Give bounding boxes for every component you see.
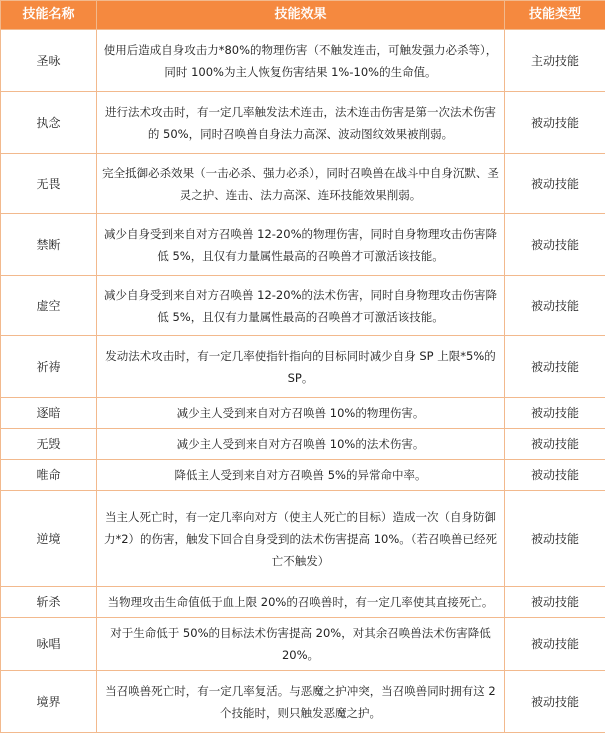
skill-type: 被动技能 xyxy=(505,429,605,460)
skill-type: 被动技能 xyxy=(505,214,605,276)
skill-type: 被动技能 xyxy=(505,491,605,587)
skill-type: 被动技能 xyxy=(505,92,605,154)
skill-name: 祈祷 xyxy=(1,336,97,398)
skill-type: 被动技能 xyxy=(505,671,605,733)
table-row xyxy=(1,618,605,671)
skill-type: 被动技能 xyxy=(505,276,605,336)
table-row xyxy=(1,214,605,276)
skill-name: 逆境 xyxy=(1,491,97,587)
skill-effect: 当主人死亡时，有一定几率向对方（使主人死亡的目标）造成一次（自身防御力*2）的伤害，触发下回合自身受到的法术伤害提高 10%。（若召唤兽已经死亡不触发） xyxy=(97,491,505,587)
skill-type: 主动技能 xyxy=(505,30,605,92)
table-row xyxy=(1,460,605,491)
table-row xyxy=(1,154,605,214)
skill-effect: 减少主人受到来自对方召唤兽 10%的物理伤害。 xyxy=(97,398,505,429)
header-skill-effect: 技能效果 xyxy=(97,1,505,30)
header-skill-type: 技能类型 xyxy=(505,1,605,30)
skill-type: 被动技能 xyxy=(505,587,605,618)
skill-effect: 对于生命低于 50%的目标法术伤害提高 20%，对其余召唤兽法术伤害降低 20%。 xyxy=(97,618,505,671)
skill-name: 逐暗 xyxy=(1,398,97,429)
skill-name: 圣咏 xyxy=(1,30,97,92)
skill-effect: 降低主人受到来自对方召唤兽 5%的异常命中率。 xyxy=(97,460,505,491)
skill-effect: 完全抵御必杀效果（一击必杀、强力必杀），同时召唤兽在战斗中自身沉默、圣灵之护、连击、法力高深、连环技能效果削弱。 xyxy=(97,154,505,214)
table-row xyxy=(1,671,605,733)
skill-type: 被动技能 xyxy=(505,460,605,491)
table-row xyxy=(1,276,605,336)
header-row xyxy=(1,1,605,30)
skill-effect: 使用后造成自身攻击力*80%的物理伤害（不触发连击，可触发强力必杀等），同时 100%为主人恢复伤害结果 1%-10%的生命值。 xyxy=(97,30,505,92)
table-row xyxy=(1,92,605,154)
skill-type: 被动技能 xyxy=(505,398,605,429)
skill-type: 被动技能 xyxy=(505,618,605,671)
skill-effect: 当物理攻击生命值低于血上限 20%的召唤兽时，有一定几率使其直接死亡。 xyxy=(97,587,505,618)
table-row xyxy=(1,429,605,460)
skill-name: 无畏 xyxy=(1,154,97,214)
skill-name: 唯命 xyxy=(1,460,97,491)
skill-type: 被动技能 xyxy=(505,336,605,398)
table-row xyxy=(1,30,605,92)
skill-effect: 发动法术攻击时，有一定几率使指针指向的目标同时减少自身 SP 上限*5%的 SP。 xyxy=(97,336,505,398)
skill-effect: 减少自身受到来自对方召唤兽 12-20%的法术伤害，同时自身物理攻击伤害降低 5%，且仅有力量属性最高的召唤兽才可激活该技能。 xyxy=(97,276,505,336)
skill-effect: 进行法术攻击时，有一定几率触发法术连击，法术连击伤害是第一次法术伤害的 50%，同时召唤兽自身法力高深、波动图纹效果被削弱。 xyxy=(97,92,505,154)
skill-effect: 当召唤兽死亡时，有一定几率复活。与恶魔之护冲突，当召唤兽同时拥有这 2 个技能时，则只触发恶魔之护。 xyxy=(97,671,505,733)
table-row xyxy=(1,336,605,398)
skill-name: 咏唱 xyxy=(1,618,97,671)
skill-type: 被动技能 xyxy=(505,154,605,214)
skill-name: 无毁 xyxy=(1,429,97,460)
skill-name: 执念 xyxy=(1,92,97,154)
skill-effect: 减少主人受到来自对方召唤兽 10%的法术伤害。 xyxy=(97,429,505,460)
skill-effect: 减少自身受到来自对方召唤兽 12-20%的物理伤害，同时自身物理攻击伤害降低 5%，且仅有力量属性最高的召唤兽才可激活该技能。 xyxy=(97,214,505,276)
skill-name: 禁断 xyxy=(1,214,97,276)
table-row xyxy=(1,587,605,618)
table-row xyxy=(1,398,605,429)
header-skill-name: 技能名称 xyxy=(1,1,97,30)
skill-name: 虚空 xyxy=(1,276,97,336)
skill-name: 斩杀 xyxy=(1,587,97,618)
skill-name: 境界 xyxy=(1,671,97,733)
table-row xyxy=(1,491,605,587)
